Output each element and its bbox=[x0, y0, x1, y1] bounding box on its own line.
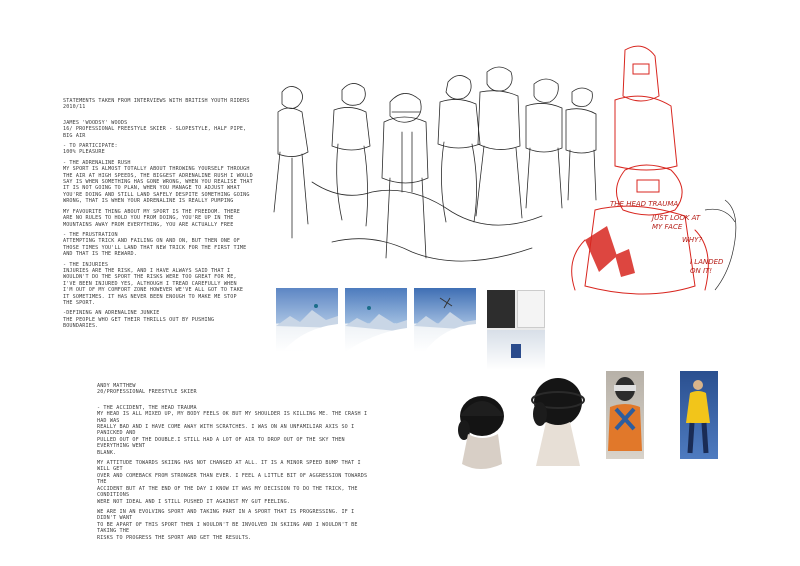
note-look-at-face: JUST LOOK AT MY FACE bbox=[652, 214, 701, 231]
helmet-graphic bbox=[448, 386, 514, 474]
question-title: - THE FRUSTRATION bbox=[63, 231, 118, 238]
question-title: - TO PARTICIPATE: bbox=[63, 143, 118, 150]
skier-figure-graphic bbox=[680, 371, 718, 459]
sketch-notes bbox=[600, 200, 750, 290]
helmet-graphic bbox=[524, 370, 594, 468]
answer-text: MY FAVOURITE THING ABOUT MY SPORT IS THE FREEDOM. THERE ARE NO RULES TO HOLD YOU FROM DOING, YOU'RE UP IN THE MOUNTAINS AWAY FROM EVERYTHING, YOU ARE ACTUALLY FREE bbox=[63, 208, 240, 228]
answer-text: INJURIES ARE THE RISK, AND I HAVE ALWAYS SAID THAT I WOULDN'T DO THE SPORT THE RISKS WERE TOO GREAT FOR ME, I'VE BEEN INJURED YES, ALTHOUGH I TREAD CAREFULLY WHEN I'M OUT OF MY COMFORT ZONE HOWEVER WE'VE ALL GOT TO TAKE IT SOMETIMES. IT HAS NEVER BEEN ENOUGH TO MAKE ME STOP THE SPORT. bbox=[63, 267, 244, 306]
ski-jump-photo-1 bbox=[276, 288, 338, 352]
answer-text: 100% PLEASURE bbox=[63, 149, 105, 156]
mountain-graphic bbox=[414, 288, 476, 352]
rider-name: JAMES 'WOODSY' WOODS bbox=[63, 119, 128, 126]
rider-profile: 20/PROFESSIONAL FREESTYLE SKIER bbox=[97, 389, 197, 396]
answer-text: MY ATTITUDE TOWARDS SKIING HAS NOT CHANGED AT ALL. IT IS A MINOR SPEED BUMP THAT I WILL GET OVER AND COMEBACK FROM STRONGER THAN EVER. I FEEL A LITTLE BIT OF AGGRESSION TOWARDS THE ACCIDENT BUT AT THE END OF THE DAY I KNOW IT WAS MY DECISION TO DO THE TRICK, THE CONDITIONS WERE NOT IDEAL AND I STILL PUSHED IT AGAINST MY GUT FEELING. bbox=[97, 460, 368, 505]
rider-profile: 16/ PROFESSIONAL FREESTYLE SKIER - SLOPESTYLE, HALF PIPE, BIG AIR bbox=[63, 126, 247, 139]
ski-jump-photo-3 bbox=[414, 288, 476, 352]
note-landed: I LANDED ON IT! bbox=[690, 258, 724, 275]
goggles-figure-graphic bbox=[606, 371, 644, 459]
note-head-trauma: THE HEAD TRAUMA bbox=[610, 200, 679, 208]
question-title: - THE ACCIDENT, THE HEAD TRAUMA bbox=[97, 404, 197, 411]
question-title: -DEFINING AN ADRENALINE JUNKIE bbox=[63, 310, 160, 317]
mountain-graphic bbox=[345, 288, 407, 352]
ski-jump-photo-2 bbox=[345, 288, 407, 352]
crash-photo-collage bbox=[487, 290, 545, 370]
mountain-graphic bbox=[276, 288, 338, 352]
answer-text: ATTEMPTING TRICK AND FAILING ON AND ON, BUT THEN ONE OF THOSE TIMES YOU'LL LAND THAT NEW TRICK FOR THE FIRST TIME AND THAT IS THE REWARD. bbox=[63, 238, 247, 258]
goggles-model-photo bbox=[606, 371, 644, 459]
document-heading: STATEMENTS TAKEN FROM INTERVIEWS WITH BRITISH YOUTH RIDERS 2010/11 bbox=[63, 98, 250, 111]
left-statement-column bbox=[63, 98, 278, 334]
question-title: - THE INJURIES bbox=[63, 261, 109, 268]
answer-text: WE ARE IN AN EVOLVING SPORT AND TAKING PART IN A SPORT THAT IS PROGRESSING. IF I DIDN'T WANT TO BE APART OF THIS SPORT THEN I WOULDN'T BE INVOLVED IN SKIING AND I WOULDN'T BE TAKING THE RISKS TO PROGRESS THE SPORT AND GET THE RESULTS. bbox=[97, 508, 358, 541]
helmet-model-photo-2 bbox=[524, 370, 594, 468]
lower-statement-column bbox=[97, 383, 372, 545]
question-title: - THE ADRENALINE RUSH bbox=[63, 159, 131, 166]
yellow-jacket-photo bbox=[680, 371, 718, 459]
note-why: WHY? bbox=[682, 236, 703, 244]
answer-text: MY HEAD IS ALL MIXED UP, MY BODY FEELS OK BUT MY SHOULDER IS KILLING ME. THE CRASH I HAD WAS REALLY BAD AND I HAVE COME AWAY WITH SCRATCHES. I WAS ON AN UNFAMILIAR AXIS SO I PANICKED AND PULLED OUT OF THE DOUBLE.I STILL HAD A LOT OF AIR TO DROP OUT OF THE SKY THEN EVERYTHING WENT BLANK. bbox=[97, 411, 368, 456]
answer-text: MY SPORT IS ALMOST TOTALLY ABOUT THROWING YOURSELF THROUGH THE AIR AT HIGH SPEEDS, THE BIGGEST ADRENALINE RUSH I WOULD SAY IS WHEN SOMETHING HAS GONE WRONG, WHEN YOU REALISE THAT IT IS NOT GOING TO PLAN, WHEN YOU MANAGE TO ADJUST WHAT YOU'RE DOING AND STILL LAND SAFELY DESPITE SOMETHING GOING WRONG, THAT IS WHEN YOUR ADRENALINE IS REALLY PUMPING bbox=[63, 166, 253, 205]
helmet-model-photo-1 bbox=[448, 386, 514, 474]
answer-text: THE PEOPLE WHO GET THEIR THRILLS OUT BY PUSHING BOUNDARIES. bbox=[63, 316, 215, 330]
rider-name: ANDY MATTHEW bbox=[97, 383, 136, 389]
